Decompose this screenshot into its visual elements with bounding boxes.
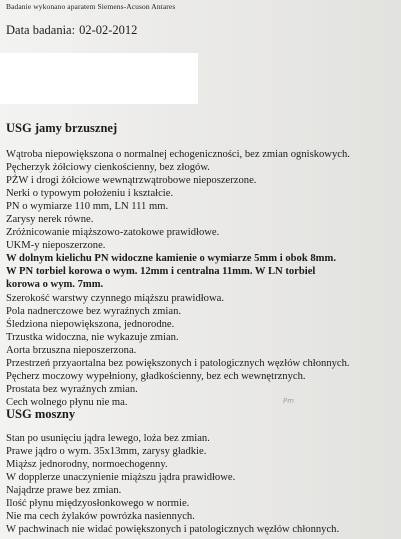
redacted-block xyxy=(0,53,198,104)
report-line: Zróżnicowanie miąższowo-zatokowe prawidłowe. xyxy=(6,227,220,238)
report-line-bold: W dolnym kielichu PN widoczne kamienie o wymiarze 5mm i obok 8mm. xyxy=(6,253,336,264)
report-line: Wątroba niepowiększona o normalnej echogeniczności, bez zmian ogniskowych. xyxy=(6,149,350,160)
exam-date-value: 02-02-2012 xyxy=(79,23,138,37)
exam-date-label: Data badania: xyxy=(6,23,76,37)
report-line: Prawe jądro o wym. 35x13mm, zarysy gładkie. xyxy=(6,446,207,457)
report-line: Nie ma cech żylaków powrózka nasiennych. xyxy=(6,511,195,522)
report-line: Prostata bez wyraźnych zmian. xyxy=(6,384,138,395)
report-line: PN o wymiarze 110 mm, LN 111 mm. xyxy=(6,201,169,212)
exam-date xyxy=(6,24,137,37)
report-line: Pęcherzyk żółciowy cienkościenny, bez złogów. xyxy=(6,162,210,173)
device-info: Badanie wykonano aparatem Siemens-Acuson Antares xyxy=(6,2,176,11)
report-line: Przestrzeń przyaortalna bez powiększonych i patologicznych węzłów chłonnych. xyxy=(6,358,350,369)
report-line-bold: W PN torbiel korowa o wym. 12mm i centralna 11mm. W LN torbiel xyxy=(6,266,316,277)
report-line: Pęcherz moczowy wypełniony, gładkościenny, bez ech wewnętrznych. xyxy=(6,371,306,382)
report-line: Pola nadnerczowe bez wyraźnych zmian. xyxy=(6,306,182,317)
report-line-bold: korowa o wym. 7mm. xyxy=(6,279,104,290)
report-line: Szerokość warstwy czynnego miąższu prawidłowa. xyxy=(6,293,224,304)
report-line: Stan po usunięciu jądra lewego, loża bez zmian. xyxy=(6,433,210,444)
report-line: Trzustka widoczna, nie wykazuje zmian. xyxy=(6,332,179,343)
report-line: UKM-y nieposzerzone. xyxy=(6,240,106,251)
report-line: PŻW i drogi żółciowe wewnątrzwątrobowe nieposzerzone. xyxy=(6,175,257,186)
report-line: W pachwinach nie widać powiększonych i patologicznych węzłów chłonnych. xyxy=(6,524,340,535)
report-line: Miąższ jednorodny, normoechogenny. xyxy=(6,459,168,470)
report-line: Zarysy nerek równe. xyxy=(6,214,94,225)
report-line: Cech wolnego płynu nie ma. xyxy=(6,397,128,408)
report-line: Śledziona niepowiększona, jednorodne. xyxy=(6,319,175,330)
section-title-scrotum: USG moszny xyxy=(6,407,76,421)
report-line: Ilość płynu międzyosłonkowego w normie. xyxy=(6,498,190,509)
handwritten-signature xyxy=(283,397,295,406)
section-title-abdomen: USG jamy brzusznej xyxy=(6,121,118,135)
report-line: Najądrze prawe bez zmian. xyxy=(6,485,122,496)
report-line: Aorta brzuszna nieposzerzona. xyxy=(6,345,137,356)
report-line: W dopplerze unaczynienie miąższu jądra prawidłowe. xyxy=(6,472,236,483)
signature-text: Pm xyxy=(282,396,295,406)
report-line: Nerki o typowym położeniu i kształcie. xyxy=(6,188,174,199)
